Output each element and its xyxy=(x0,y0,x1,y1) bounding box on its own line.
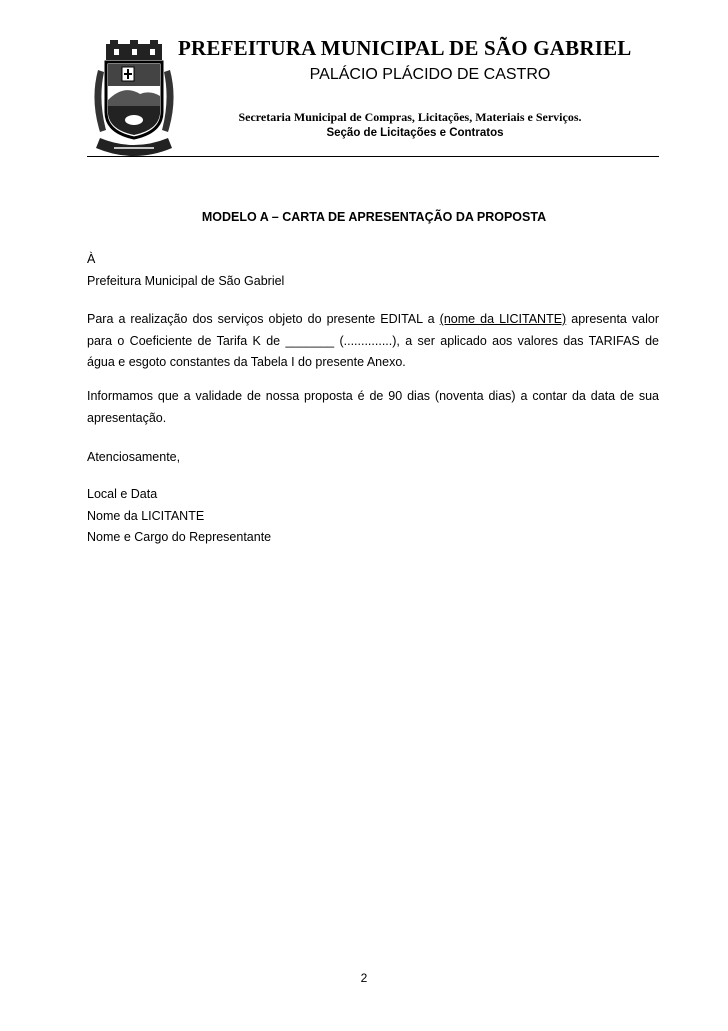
municipal-coat-of-arms-icon xyxy=(88,40,180,160)
recipient-block xyxy=(87,249,659,292)
recipient-name: Prefeitura Municipal de São Gabriel xyxy=(87,273,285,288)
signature-local-date: Local e Data xyxy=(87,487,158,501)
bidder-name-placeholder: (nome da LICITANTE) xyxy=(439,312,567,326)
section-name: Seção de Licitações e Contratos xyxy=(326,127,504,139)
paragraph-proposal-part1: Para a realização dos serviços objeto do presente EDITAL a xyxy=(87,312,440,326)
paragraph-validity: Informamos que a validade de nossa proposta é de 90 dias (noventa dias) a contar da data de sua apresentação. xyxy=(87,389,659,425)
signature-block xyxy=(87,484,659,549)
header-divider xyxy=(87,156,659,157)
secretariat-name: Secretaria Municipal de Compras, Licitações, Materiais e Serviços. xyxy=(238,110,582,124)
page-number: 2 xyxy=(360,971,368,985)
signature-representative: Nome e Cargo do Representante xyxy=(87,530,272,545)
letterhead xyxy=(0,0,728,160)
signature-bidder-name: Nome da LICITANTE xyxy=(87,508,205,523)
document-title: MODELO A – CARTA DE APRESENTAÇÃO DA PROPOSTA xyxy=(201,210,547,224)
recipient-prefix: À xyxy=(87,252,96,266)
paragraph-proposal xyxy=(87,309,659,374)
palace-name: PALÁCIO PLÁCIDO DE CASTRO xyxy=(309,66,551,83)
closing-salutation: Atenciosamente, xyxy=(87,450,181,464)
municipality-title: PREFEITURA MUNICIPAL DE SÃO GABRIEL xyxy=(178,36,632,60)
paragraph-proposal-part2: apresenta valor para o Coeficiente de Tarifa K de _______ (..............), a ser aplicado aos valores das TARIFAS de água e esgoto constantes da Tabela I do presente Anexo. xyxy=(87,312,660,370)
